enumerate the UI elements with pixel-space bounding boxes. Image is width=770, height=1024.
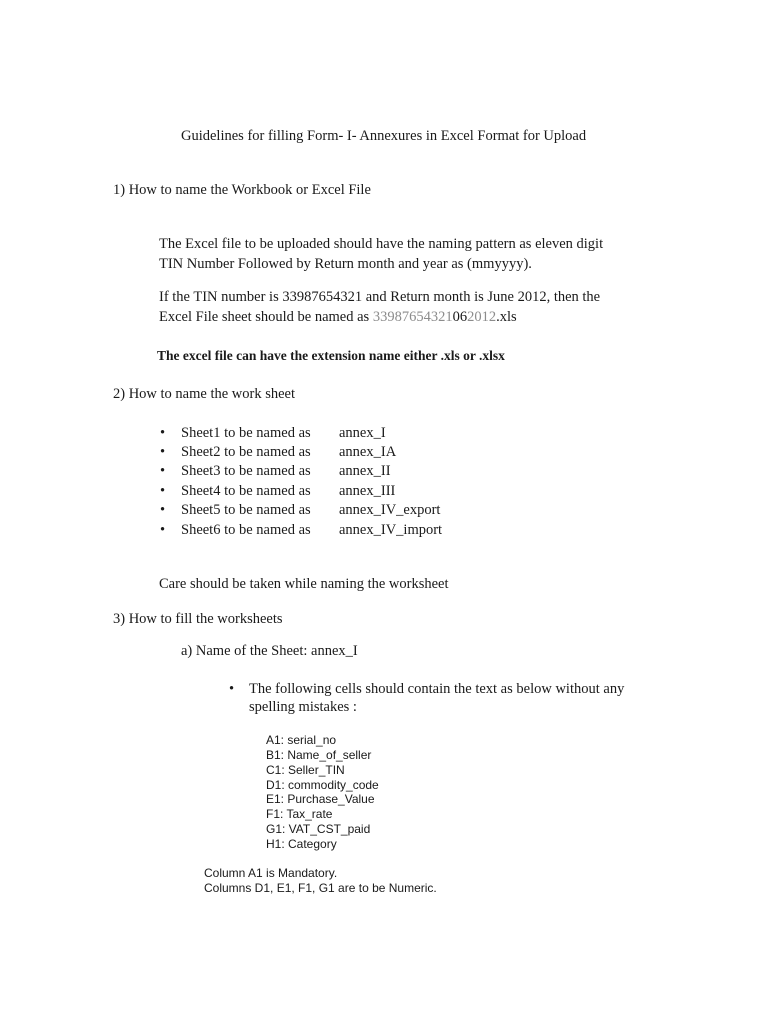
bullet: • (160, 502, 166, 518)
cell-entry: D1: commodity_code (266, 778, 379, 792)
bullet: • (160, 522, 166, 538)
example-extension: .xls (496, 309, 517, 325)
example-line-1: If the TIN number is 33987654321 and Return month is June 2012, then the (159, 289, 601, 305)
mandatory-note: Column A1 is Mandatory. (204, 866, 338, 880)
list-item (160, 425, 165, 442)
example-tin: 33987654321 (372, 309, 453, 325)
bullet: • (160, 483, 166, 499)
list-item (160, 502, 165, 519)
sheet-label: Sheet1 to be named as (181, 425, 311, 441)
cell-entry: F1: Tax_rate (266, 807, 333, 821)
list-item (160, 483, 165, 500)
sheet-label: Sheet2 to be named as (181, 444, 311, 460)
sub-heading-a: a) Name of the Sheet: annex_I (181, 643, 358, 659)
extension-note: The excel file can have the extension name either .xls or .xlsx (157, 348, 505, 363)
list-item (160, 522, 165, 539)
bullet: • (160, 444, 166, 460)
sheet-label: Sheet6 to be named as (181, 522, 311, 538)
section-2-heading: 2) How to name the work sheet (113, 386, 296, 402)
list-item (160, 444, 165, 461)
cell-entry: G1: VAT_CST_paid (266, 822, 371, 836)
naming-pattern-line-2: TIN Number Followed by Return month and year as (mmyyyy). (159, 256, 532, 272)
sheet-name: annex_III (339, 483, 396, 499)
bullet: • (160, 463, 166, 479)
sheet-name: annex_I (339, 425, 386, 441)
sheet-name: annex_IV_import (339, 522, 443, 538)
example-year: 2012 (467, 309, 497, 325)
bullet: • (229, 681, 235, 697)
cell-entry: E1: Purchase_Value (266, 792, 375, 806)
example-month: 06 (452, 309, 468, 325)
section-1-heading: 1) How to name the Workbook or Excel File (113, 182, 371, 198)
instruction-line-2: spelling mistakes : (249, 699, 357, 715)
instruction-line-1: The following cells should contain the text as below without any (249, 681, 625, 697)
sheet-name: annex_IA (339, 444, 397, 460)
sheet-label: Sheet4 to be named as (181, 483, 311, 499)
list-item (160, 463, 165, 480)
sheet-name: annex_II (339, 463, 391, 479)
cell-entry: A1: serial_no (266, 733, 337, 747)
sheet-name: annex_IV_export (339, 502, 441, 518)
cell-entry: B1: Name_of_seller (266, 748, 372, 762)
example-line-2 (159, 309, 517, 326)
example-prefix: Excel File sheet should be named as (159, 309, 373, 325)
bullet: • (160, 425, 166, 441)
care-note: Care should be taken while naming the worksheet (159, 576, 449, 592)
sheet-label: Sheet3 to be named as (181, 463, 311, 479)
page-title: Guidelines for filling Form- I- Annexures in Excel Format for Upload (181, 128, 587, 144)
naming-pattern-line-1: The Excel file to be uploaded should have the naming pattern as eleven digit (159, 236, 604, 252)
sheet-label: Sheet5 to be named as (181, 502, 311, 518)
cell-entry: C1: Seller_TIN (266, 763, 345, 777)
numeric-note: Columns D1, E1, F1, G1 are to be Numeric. (204, 881, 437, 895)
cell-entry: H1: Category (266, 837, 337, 851)
section-3-heading: 3) How to fill the worksheets (113, 611, 283, 627)
